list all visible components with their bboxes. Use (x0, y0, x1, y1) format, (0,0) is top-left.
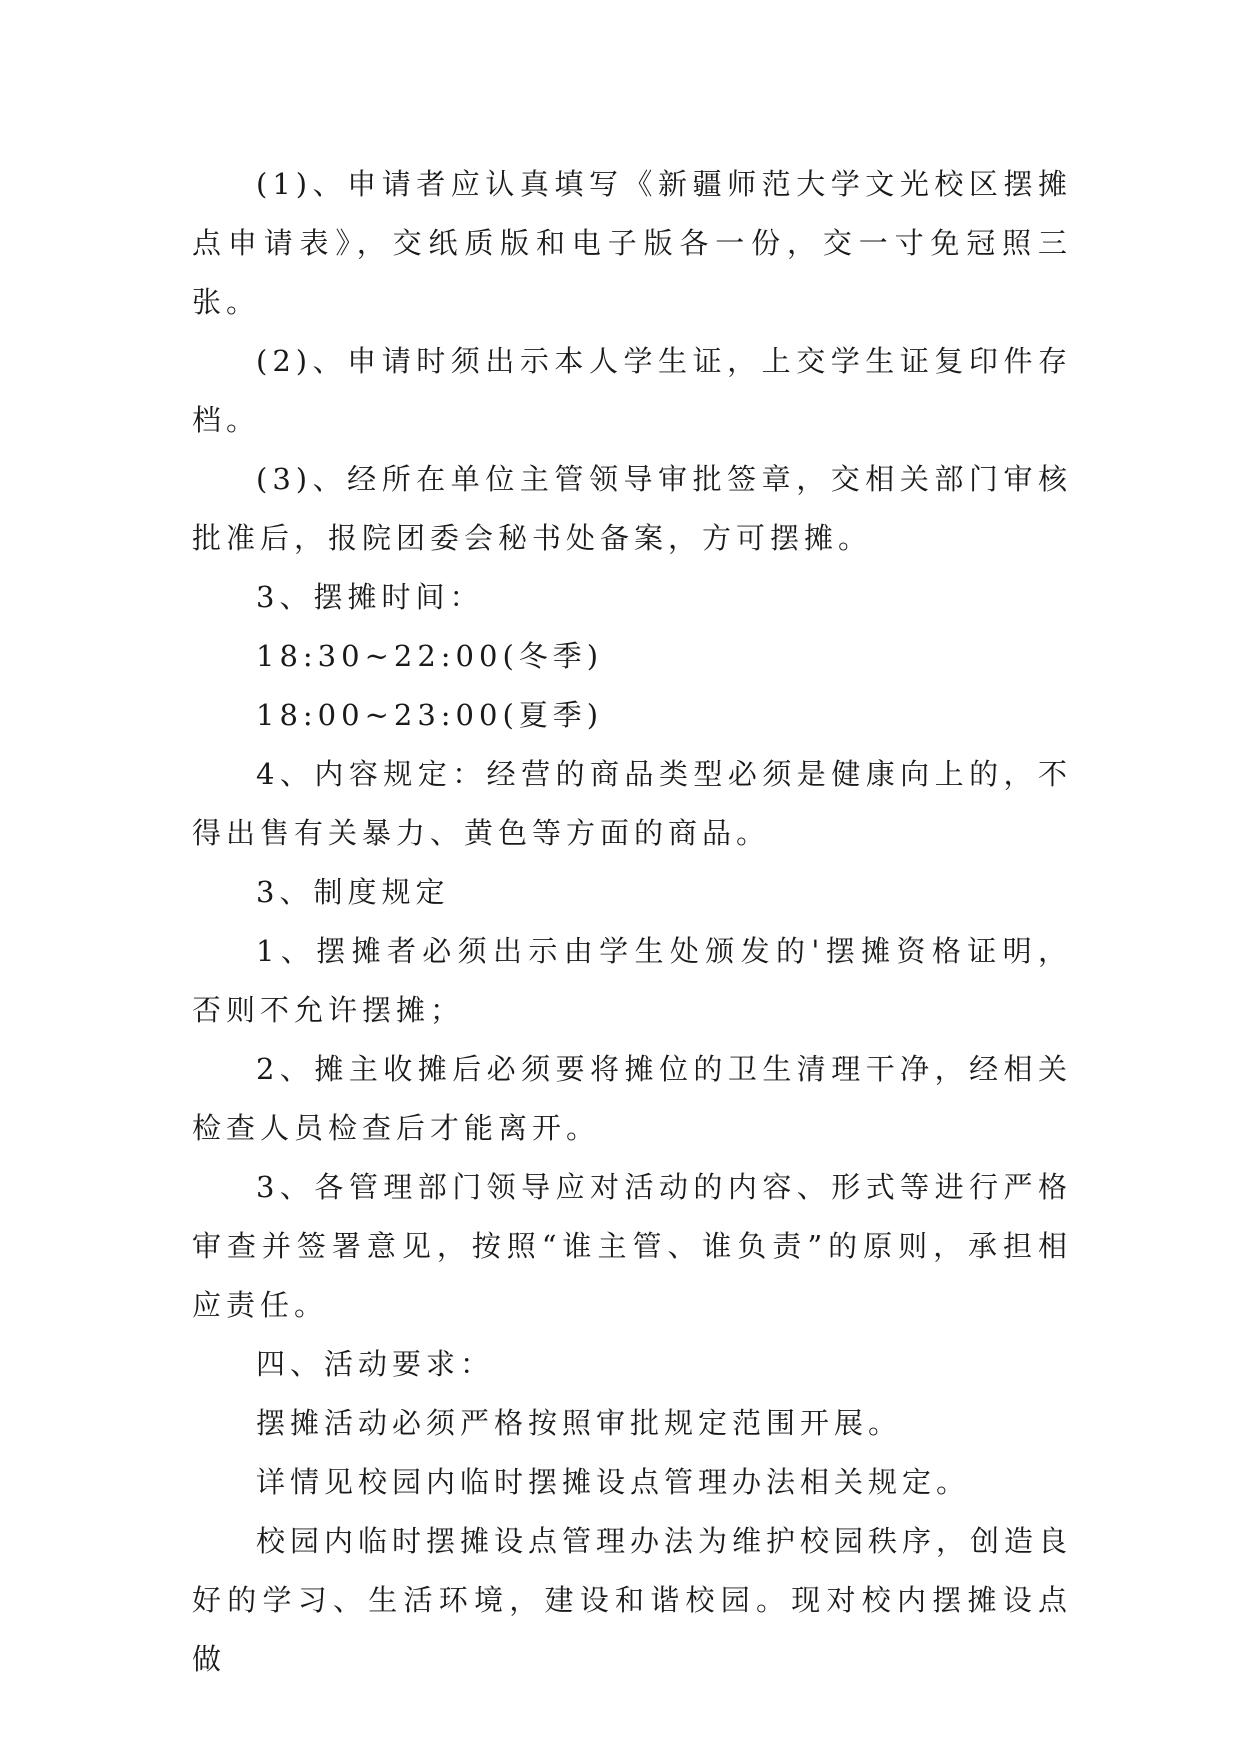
time-winter: 18:30~22:00(冬季) (256, 639, 604, 673)
paragraph-requirement-details: 详情见校园内临时摆摊设点管理办法相关规定。 (256, 1465, 971, 1499)
document-body (192, 155, 1072, 1689)
heading-stall-time: 3、摆摊时间： (256, 580, 484, 614)
paragraph-approval: (3)、经所在单位主管领导审批签章，交相关部门审核批准后，报院团委会秘书处备案，方可摆摊。 (192, 462, 1072, 555)
paragraph-application-form: (1)、申请者应认真填写《新疆师范大学文光校区摆摊点申请表》，交纸质版和电子版各一份，交一寸免冠照三张。 (192, 167, 1072, 319)
time-summer: 18:00~23:00(夏季) (256, 698, 604, 732)
paragraph-rule-2: 2、摊主收摊后必须要将摊位的卫生清理干净，经相关检查人员检查后才能离开。 (192, 1052, 1072, 1145)
paragraph-content-rules: 4、内容规定：经营的商品类型必须是健康向上的，不得出售有关暴力、黄色等方面的商品。 (192, 757, 1072, 850)
paragraph-rule-3: 3、各管理部门领导应对活动的内容、形式等进行严格审查并签署意见，按照“谁主管、谁负责”的原则，承担相应责任。 (192, 1170, 1072, 1322)
paragraph-requirement-scope: 摆摊活动必须严格按照审批规定范围开展。 (256, 1406, 903, 1440)
paragraph-management-measures: 校园内临时摆摊设点管理办法为维护校园秩序，创造良好的学习、生活环境，建设和谐校园。现对校内摆摊设点做 (192, 1524, 1073, 1676)
paragraph-student-id: (2)、申请时须出示本人学生证，上交学生证复印件存档。 (192, 344, 1072, 437)
heading-activity-requirements: 四、活动要求： (256, 1347, 495, 1381)
paragraph-rule-1: 1、摆摊者必须出示由学生处颁发的'摆摊资格证明，否则不允许摆摊； (192, 934, 1072, 1027)
heading-system-rules: 3、制度规定 (256, 875, 450, 909)
